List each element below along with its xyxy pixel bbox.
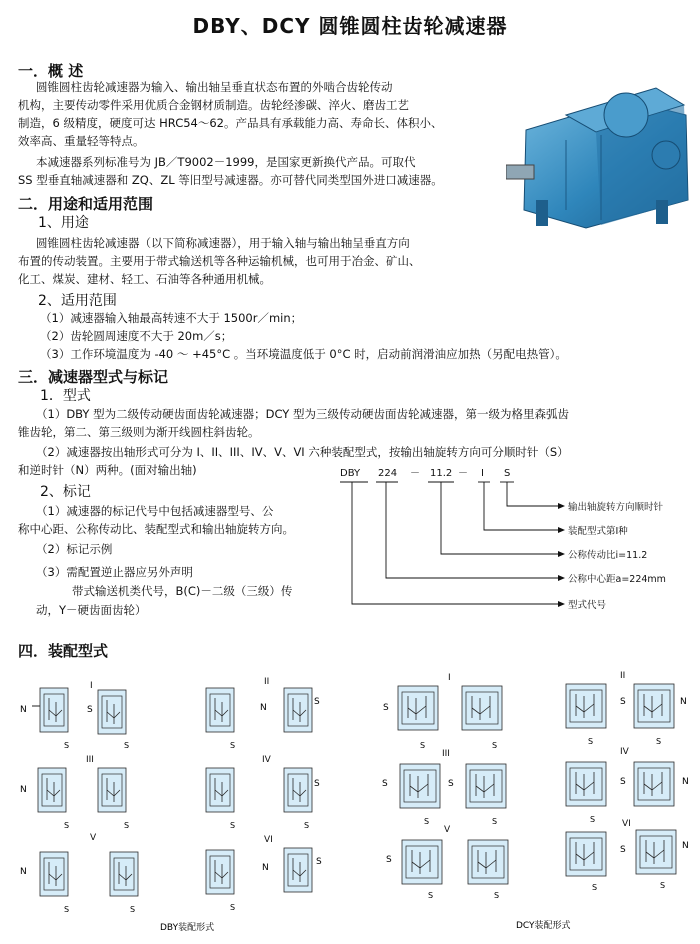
dby-1-s: S [87,705,93,715]
dcy-3-s-b: S [448,779,454,789]
page-title: DBY、DCY 圆锥圆柱齿轮减速器 [192,14,508,38]
dby-4-bottom: S [230,821,236,830]
dcy-2-n: N [680,697,687,707]
sec2-use-line-3: 化工、煤炭、建材、轻工、石油等各种通用机械。 [18,272,271,286]
dcy-roman-3: III [442,749,450,759]
label-model: 型式代号 [568,600,607,611]
dby-unit-2 [206,688,320,750]
dcy-roman-4: IV [620,747,629,757]
sec3-type-line-2: 锥齿轮，第二、第三级则为渐开线圆柱斜齿轮。 [18,425,260,439]
sec3-sub1: 1．型式 [40,388,91,404]
dcy-roman-5: V [444,825,451,835]
dby-1-n: N [20,705,27,715]
sec1-line-3: 制造，6 级精度，硬度可达 HRC54～62。产品具有承载能力高、寿命长、体积小、 [18,116,443,130]
mark-line-1: （1）减速器的标记代号中包括减速器型号、公 [36,504,274,518]
dby-4-s: S [314,779,320,789]
sec1-line-2: 机构，主要传动零件采用优质合金钢材质制造。齿轮经渗碳、淬火、磨齿工艺 [18,98,409,112]
dby-1-bottom-b: S [124,741,130,750]
dby-roman-3: III [86,755,94,765]
dby-3-n: N [20,785,27,795]
range-item-3: （3）工作环境温度为 -40 ～ +45°C 。当环境温度低于 0°C 时，启动前润滑油应加热（另配电热管）。 [40,347,567,361]
code-distance: 224 [378,468,398,479]
code-assembly: I [481,468,484,479]
dcy-6-bottom: S [592,883,598,892]
label-distance: 公称中心距a=224mm [568,574,666,585]
reducer-photo [506,60,696,242]
dcy-5-bottom: S [428,891,434,900]
dcy-unit-3 [382,764,506,826]
sec1-line-4: 效率高、重量轻等特点。 [18,134,145,148]
sec2-sub1: 1、用途 [38,215,89,231]
section-3-heading: 三．减速器型式与标记 [18,368,169,386]
dby-roman-6: VI [264,835,273,845]
dby-6-s: S [316,857,322,867]
dcy-6-n: N [682,841,689,851]
dcy-4-bottom: S [590,815,596,824]
section-4-heading: 四．装配型式 [18,642,109,660]
label-rotation: 输出轴旋转方向顺时针 [568,502,664,513]
code-ratio: 11.2 [430,468,453,479]
code-model: DBY [340,468,361,479]
dcy-2-bottom: S [588,737,594,746]
mark-line-2: 称中心距、公称传动比、装配型式和输出轴旋转方向。 [18,522,294,536]
sec3-sub2: 2、标记 [40,484,91,500]
dby-roman-4: IV [262,755,271,765]
dcy-roman-2: II [620,671,626,681]
dcy-6-bottom-b: S [660,881,666,890]
label-assembly: 装配型式第I种 [568,526,628,537]
dcy-unit-1 [383,686,502,750]
dcy-4-s: S [620,777,626,787]
dby-unit-4 [206,768,320,830]
mark-note-3: 动，Y－硬齿面齿轮） [36,603,147,617]
dby-3-bottom-b: S [124,821,130,830]
dby-5-bottom: S [64,905,70,914]
dby-6-n: N [262,863,269,873]
dby-6-bottom: S [230,903,236,912]
dcy-3-s: S [382,779,388,789]
assembly-diagrams [0,664,700,944]
range-item-2: （2）齿轮圆周速度不大于 20m／s； [40,329,233,343]
sec1-line-6: SS 型垂直轴减速器和 ZQ、ZL 等旧型号减速器。亦可替代同类型国外进口减速器。 [18,173,443,187]
dby-caption: DBY装配形式 [160,923,215,933]
mark-example: （2）标记示例 [36,542,113,556]
sec3-type-line-1: （1）DBY 型为二级传动硬齿面齿轮减速器；DCY 型为三级传动硬齿面齿轮减速器，第一级为格里森弧齿 [36,407,569,421]
dby-unit-6 [206,848,322,912]
label-ratio: 公称传动比i=11.2 [568,550,648,561]
dby-5-bottom-b: S [130,905,136,914]
sec1-line-5: 本减速器系列标准号为 JB／T9002－1999，是国家更新换代产品。可取代 [36,155,416,169]
dcy-unit-5 [386,840,508,900]
dby-2-n: N [260,703,267,713]
dcy-1-bottom: S [420,741,426,750]
section-1-heading: 一．概 述 [18,62,84,80]
dcy-6-s: S [620,845,626,855]
range-item-1: （1）减速器输入轴最高转速不大于 1500r／min； [40,311,303,325]
dcy-1-bottom-b: S [492,741,498,750]
code-dash-1: － [410,468,420,479]
dcy-unit-6 [566,830,689,892]
dcy-3-bottom: S [424,817,430,826]
dcy-roman-6: VI [622,819,631,829]
dby-2-s: S [314,697,320,707]
sec3-type-line-4: 和逆时针（N）两种。(面对输出轴) [18,463,197,477]
dby-1-bottom: S [64,741,70,750]
dby-3-bottom: S [64,821,70,830]
dcy-2-bottom-b: S [656,737,662,746]
dcy-5-bottom-b: S [494,891,500,900]
dcy-1-s: S [383,703,389,713]
dcy-2-s: S [620,697,626,707]
sec1-line-1: 圆锥圆柱齿轮减速器为输入、输出轴呈垂直状态布置的外啮合齿轮传动 [36,80,393,94]
dby-roman-1: I [90,681,93,691]
dcy-4-n: N [682,777,689,787]
mark-note-1: （3）需配置逆止器应另外声明 [36,565,193,579]
sec2-use-line-1: 圆锥圆柱齿轮减速器（以下简称减速器），用于输入轴与输出轴呈垂直方向 [36,236,410,250]
dcy-unit-2 [566,684,687,746]
dby-unit-3 [20,768,129,830]
dcy-caption: DCY装配形式 [516,921,571,931]
dby-roman-5: V [90,833,97,843]
code-dash-2: － [458,468,468,479]
dcy-unit-4 [566,762,689,824]
designation-diagram [340,464,698,624]
code-rotation: S [504,468,511,479]
dcy-3-bottom-b: S [492,817,498,826]
dcy-5-s: S [386,855,392,865]
dby-roman-2: II [264,677,270,687]
sec3-type-line-3: （2）减速器按出轴形式可分为 I、II、III、IV、V、VI 六种装配型式，按输出轴旋转方向可分顺时针（S） [36,445,569,459]
dby-5-n: N [20,867,27,877]
dby-4-bottom-b: S [304,821,310,830]
dby-unit-5 [20,852,138,914]
section-2-heading: 二．用途和适用范围 [18,195,154,213]
sec2-use-line-2: 布置的传动装置。主要用于带式输送机等各种运输机械，也可用于冶金、矿山、 [18,254,421,268]
mark-note-2: 带式输送机类代号，B(C)－二级（三级）传 [72,584,293,598]
sec2-sub2: 2、适用范围 [38,293,117,309]
dby-unit-1 [20,688,129,750]
dby-2-bottom: S [230,741,236,750]
dcy-roman-1: I [448,673,451,683]
